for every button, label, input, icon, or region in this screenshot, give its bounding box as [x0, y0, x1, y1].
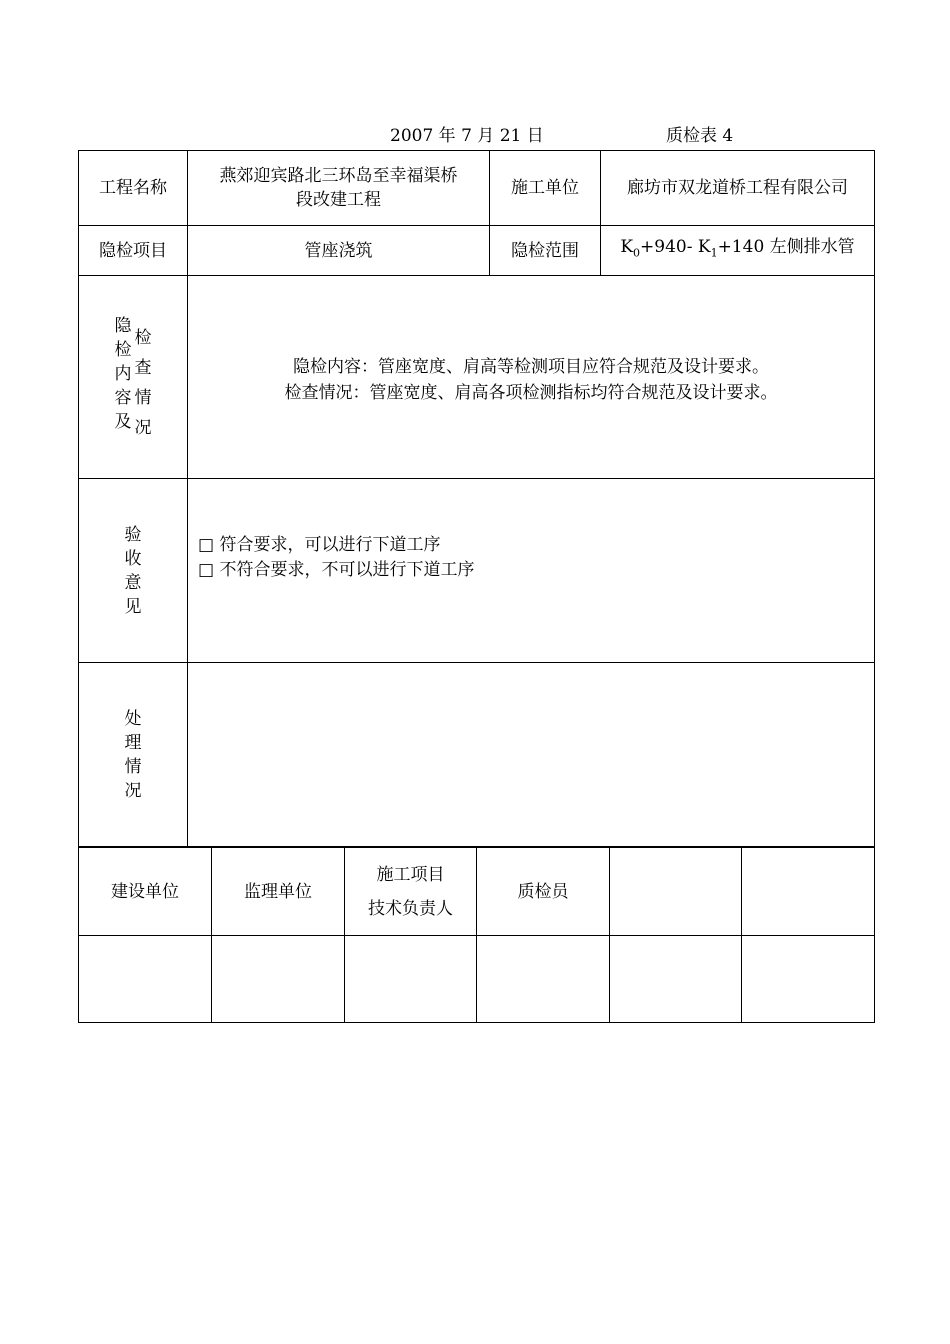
content-label-col2: [133, 314, 153, 440]
inspection-content-line: 隐检内容：管座宽度、肩高等检测项目应符合规范及设计要求。: [293, 357, 769, 377]
option-accept[interactable]: □ 符合要求，可以进行下道工序: [198, 535, 441, 555]
contractor-label: 施工单位: [490, 151, 601, 226]
project-name-line1: 燕郊迎宾路北三环岛至幸福渠桥: [219, 166, 458, 186]
label-char: 意: [124, 572, 142, 593]
contractor-value: 廊坊市双龙道桥工程有限公司: [601, 151, 875, 226]
inspection-item-label: 隐检项目: [79, 226, 188, 276]
blank-signature-1[interactable]: [610, 936, 742, 1023]
inspection-table: [78, 150, 875, 847]
project-row: [79, 151, 875, 226]
handling-label: [79, 663, 188, 847]
label-char: 检: [114, 340, 132, 360]
inspection-result-line: 检查情况：管座宽度、肩高各项检测指标均符合规范及设计要求。: [284, 383, 778, 403]
blank-header-1: [610, 848, 742, 936]
label-char: 收: [124, 548, 142, 569]
label-char: 查: [134, 358, 152, 378]
tech-lead-line2: 技术负责人: [368, 898, 453, 919]
inspection-range-label: 隐检范围: [490, 226, 601, 276]
range-k1-sub: 1: [710, 246, 718, 260]
inspection-item-row: [79, 226, 875, 276]
label-char: 及: [114, 412, 132, 432]
signature-table: [78, 847, 875, 1023]
label-char: 内: [114, 364, 132, 384]
label-char: 隐: [114, 316, 132, 336]
inspection-item-value: 管座浇筑: [188, 226, 490, 276]
inspector-signature[interactable]: [477, 936, 610, 1023]
label-char: 检: [134, 328, 152, 348]
acceptance-body: [188, 479, 875, 663]
inspection-range-value: [601, 226, 875, 276]
owner-label: 建设单位: [79, 848, 212, 936]
handling-row: [79, 663, 875, 847]
label-char: 验: [124, 524, 142, 545]
supervisor-label: 监理单位: [212, 848, 345, 936]
handling-body[interactable]: [188, 663, 875, 847]
supervisor-signature[interactable]: [212, 936, 345, 1023]
content-label: [79, 276, 188, 479]
acceptance-label: [79, 479, 188, 663]
signature-row: [79, 936, 875, 1023]
range-k0: K: [620, 237, 634, 258]
label-char: 处: [124, 708, 142, 729]
check-lines: [188, 354, 874, 406]
range-k0-sub: 0: [633, 246, 641, 260]
owner-signature[interactable]: [79, 936, 212, 1023]
content-row: [79, 276, 875, 479]
range-end: +140 左侧排水管: [717, 237, 855, 258]
acceptance-row: [79, 479, 875, 663]
label-char: 况: [134, 418, 152, 438]
label-char: 见: [124, 596, 142, 617]
label-char: 情: [134, 388, 152, 408]
tech-lead-line1: 施工项目: [376, 864, 445, 885]
form-number: 质检表 4: [666, 126, 734, 146]
range-mid: +940- K: [640, 237, 711, 258]
inspector-label: 质检员: [477, 848, 610, 936]
tech-lead-label: [345, 848, 477, 936]
project-name-label: 工程名称: [79, 151, 188, 226]
tech-lead-signature[interactable]: [345, 936, 477, 1023]
label-char: 情: [124, 756, 142, 777]
label-char: 理: [124, 732, 142, 753]
signature-header-row: [79, 848, 875, 936]
blank-header-2: [742, 848, 875, 936]
content-label-col1: [113, 314, 133, 434]
blank-signature-2[interactable]: [742, 936, 875, 1023]
option-reject[interactable]: □ 不符合要求，不可以进行下道工序: [198, 560, 475, 580]
form-date: 2007 年 7 月 21 日: [390, 126, 544, 146]
content-body: [188, 276, 875, 479]
project-name-value: [188, 151, 490, 226]
label-char: 况: [124, 780, 142, 801]
project-name-line2: 段改建工程: [296, 190, 381, 210]
label-char: 容: [114, 388, 132, 408]
